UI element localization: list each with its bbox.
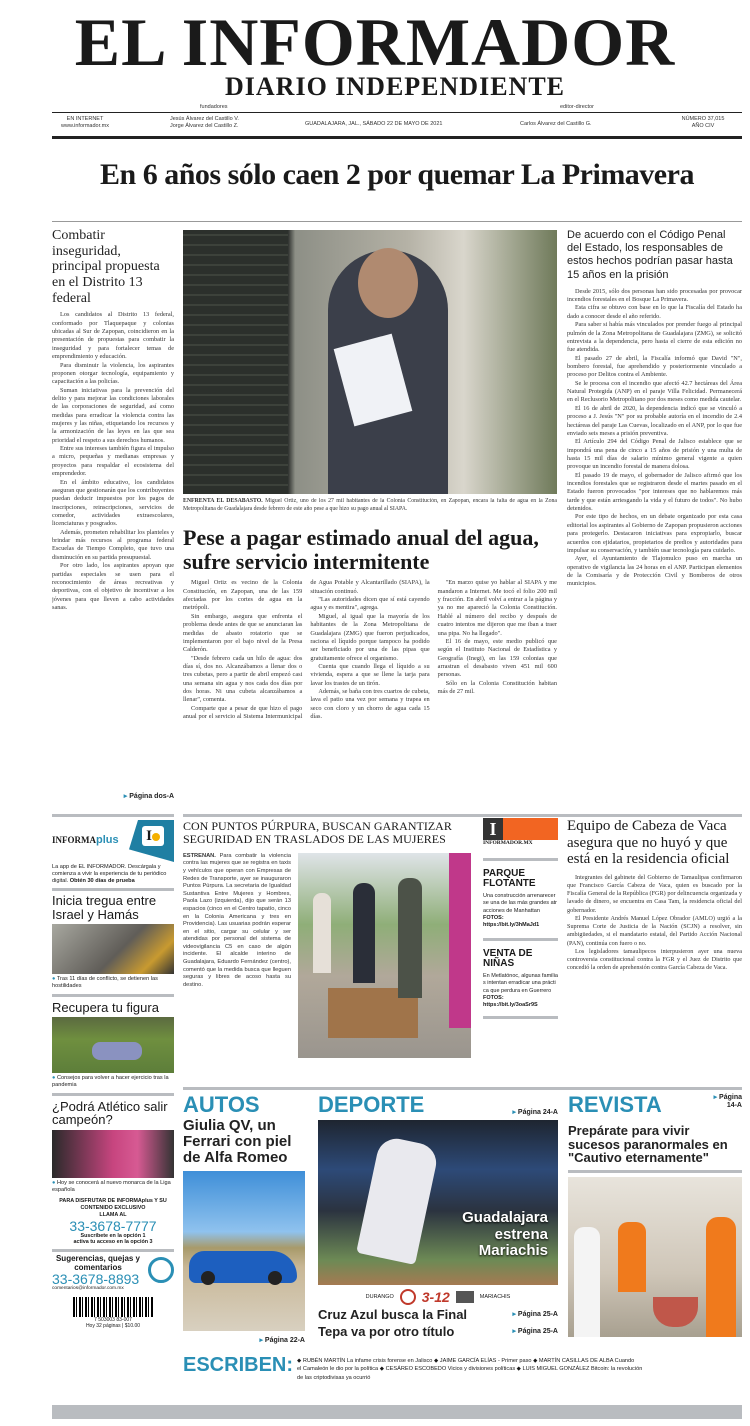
- website-link[interactable]: www.informador.mx: [61, 122, 109, 129]
- atletico-photo: [52, 1130, 174, 1178]
- barcode: [73, 1297, 153, 1317]
- informaplus-logo-mark: I: [146, 828, 152, 844]
- parque-link[interactable]: https://bit.ly/3hMaJd1: [483, 922, 540, 929]
- issue-number: NÚMERO 37,015 AÑO CIV: [681, 116, 725, 129]
- cruz-azul-headline[interactable]: Cruz Azul busca la Final: [318, 1307, 468, 1322]
- water-story-body: Miguel Ortiz es vecino de la Colonia Constitución, en Zapopan, una de las 159 afectadas por los cortes de agua en la metrópoli. Sin embargo, asegura que enfrenta el problema desde antes de que se anunciaran las medidas de abasto rotatorio que se implementaron por el bajo nivel de la Presa Calderón. "Desde febrero cada un hilo de agua: dos días sí, dos no. Alcanzábamos a llenar dos o tres cubetas, pero a partir de abril empezó casi una semana sin agua y nos cada dos días por dos horas. Ni una cubeta alcanzábamos a llenar", comenta. Comparte que a pesar de que hizo el pago anual por el servicio al Sistema Intermunicipal de Agua Potable y Alcantarillado (SIAPA), la situación continuó. "Las autoridades dicen que sí está cayendo agua y es mentira", agrega. Miguel, al igual que la mayoría de los habitantes de la Zona Metropolitana de Guadalajara (ZMG) que fueron perjudicados, raciona el líquido porque tampoco ha podido ser beneficiado por una de las pipas que gratuitamente ofrece el organismo. Cuenta que cuando llega el líquido a su vivienda, espera a que se llene la tarja para lavar los trastes de un tirón. Además, se baña con tres cuartos de cubeta, lava el patio una vez por semana y trapea en seco con cloro y un chorro de agua cada 15 días. "En marzo quise yo hablar al SIAPA y me mandaron a Internet. Me tocó el folio 200 mil y fracción. En abril volví a entrar a la página y ya no me apareció la Colonia Constitución. Hablé al número del recibo y después de cuatro intentos me dijeron que me iban a traer una pipa. No ha llegado". El 16 de mayo, este medio publicó que según el Instituto Nacional de Estadística y Geografía (Inegi), en las 159 colonias que arrastran el desabasto viven 451 mil 600 personas. Sólo en la Colonia Constitución habitan más de 27 mil.: [183, 579, 557, 721]
- informaplus-item-caption: ● Consejos para volver a hacer ejercicio tras la pandemia: [52, 1075, 169, 1088]
- price: Hoy 32 páginas | $10.00: [85, 1322, 141, 1329]
- informaplus-item-title[interactable]: Inicia tregua entre Israel y Hamás: [52, 892, 157, 922]
- durango-logo: [400, 1289, 416, 1305]
- founders: Jesús Álvarez del Castillo V. Jorge Álvarez del Castillo Z.: [170, 116, 239, 129]
- autos-section: [183, 1094, 305, 1344]
- revista-label[interactable]: REVISTA: [568, 1092, 662, 1117]
- suggestions-box: Sugerencias, quejas y comentarios 33-3678-8893 comentarios@informador.com.mx: [52, 1255, 174, 1292]
- informaplus-text: La app de EL INFORMADOR. Descárgala y comienza a vivir la experiencia de tu periódico digital. Obtén 30 días de prueba: [52, 864, 167, 884]
- founders-label: fundadores: [200, 104, 228, 110]
- venta-link[interactable]: https://bit.ly/3oaSr9S: [483, 1002, 538, 1009]
- internet-info: EN INTERNET www.informador.mx: [55, 116, 115, 129]
- informaplus-item-title[interactable]: Recupera tu figura: [52, 999, 159, 1015]
- baseball-photo-title: Guadalajara estrena Mariachis: [462, 1209, 548, 1259]
- left-story: [52, 228, 174, 800]
- phone-icon: [148, 1257, 174, 1283]
- revista-page-link[interactable]: ▸ Página 14-A: [710, 1094, 742, 1109]
- page-link[interactable]: ▸ Página dos-A: [52, 793, 174, 800]
- vaca-story-body: Integrantes del gabinete del Gobierno de Tamaulipas confirmaron que Francisco García Cabeza de Vaca, quien es buscado por la Fiscalía General de la República (FGR) por delincuencia organizada y lavado de dinero, se encuentra en Casa Tam, la residencia oficial del gobernador. El Presidente Andrés Manuel López Obrador (AMLO) urgió a la Suprema Corte de Justicia de la Nación (SCJN) a resolver, sin ambigüedades, si el mandatario estatal, del Partido Acción Nacional (PAN), continúa con fuero o no. Los legisladores tamaulipecos interpusieron ayer una nueva controversia constitucional contra la FGR y el Juez de Distrito que concedió la orden de aprehensión contra García Cabeza de Vaca.: [567, 873, 742, 972]
- informador-mx-logo: I: [483, 818, 558, 840]
- informaplus-item-caption: ● Hoy se conocerá al nuevo monarca de la Liga española: [52, 1179, 171, 1193]
- phone-number[interactable]: 33-3678-7777: [69, 1217, 157, 1234]
- purple-story: [183, 820, 471, 1058]
- escriben-label: ESCRIBEN:: [183, 1354, 294, 1376]
- scoreboard: DURANGO 3-12 MARIACHIS: [365, 1289, 511, 1305]
- newspaper-subtitle: DIARIO INDEPENDIENTE: [225, 72, 565, 101]
- informaplus-column: [52, 820, 174, 1329]
- photo-caption: ENFRENTA EL DESABASTO. Miguel Ortiz, uno de los 27 mil habitantes de la Colonia Constitución, en Zapopan, encara la falta de agua en la Zona Metropolitana de Guadalajara desde febrero de este año pese a que hizo su pago anual al SIAPA.: [183, 498, 557, 512]
- water-story: [183, 526, 557, 779]
- purple-point-photo: [298, 853, 471, 1058]
- escriben-bar: [183, 1355, 742, 1382]
- suggestions-phone[interactable]: 33-3678-8893: [52, 1270, 140, 1287]
- right-story: [567, 229, 742, 803]
- mariachis-logo: [456, 1291, 474, 1303]
- autos-title[interactable]: Giulia QV, un Ferrari con piel de Alfa Romeo: [183, 1117, 292, 1166]
- purple-story-body: ESTRENAN. Para combatir la violencia contra las mujeres que se registra en taxis y vehículos que operan con Empresas de Redes de Transporte, ayer se inauguraron Puntos Púrpura. La secretaria de Igualdad Sustantiva Entre Mujeres y Hombres, Paola Lazo (izquierda), dijo que serán 13 espacios (cinco en el Centro tapatío, cinco en la Colonia Americana y tres en Providencia). Las usuarias podrán esperar en el sitio, cargar su celular y ser atendidas por personal del sistema de videovigilancia C5 en caso de algún incidente. El alcalde interino de Guadalajara, Eduardo Fernández (centro), comentó que la medida busca que lleguen seguras y libres de acoso hasta su destino.: [183, 852, 291, 988]
- newspaper-title: EL INFORMADOR: [74, 4, 676, 80]
- footer-bar: [52, 1405, 742, 1419]
- left-story-body: Los candidatos al Distrito 13 federal, conformado por Tlaquepaque y colonias ubicadas al Sur de Zapopan, coincidieron en la presentación de propuestas para combatir la inseguridad y para fortalecer temas de emprendimiento y educación. Para disminuir la violencia, los aspirantes proponen otorgar tecnología, equipamiento y capacitación a las policías. Suman iniciativas para la prevención del delito y para mejorar las condiciones laborales de las corporaciones de seguridad, así como medidas para erradicar la violencia contra las mujeres y las niñas, etiquetando los recursos y la armonización de las leyes en las que sea prioridad el respeto a sus derechos humanos. Entre sus intereses también figura el impulso a micro, pequeñas y medianas empresas y proyectos para respaldar el ecosistema del emprendedor. En el ámbito educativo, los candidatos aseguran que gestionarán que los contribuyentes puedan deducir impuestos por los pagos de inscripciones, reinscripciones, servicios de comedor, actividades extraescolares, licenciaturas y posgrados. Además, prometen rehabilitar los planteles y brindar más recursos al programa federal Escuelas de Tiempo Completo, que tuvo una disminución en su partida presupuestal. Por otro lado, los aspirantes apoyan que partidas especiales se usen para el reconocimiento de áreas recreativas y deportivas, con el objetivo de incentivar a los jóvenes para que lleven a cabo actividades sanas.: [52, 311, 174, 611]
- deporte-section: [318, 1094, 558, 1338]
- main-headline: En 6 años sólo caen 2 por quemar La Primavera: [100, 158, 694, 191]
- main-photo: [183, 230, 557, 494]
- vaca-story: [567, 818, 742, 1059]
- contact-email[interactable]: comentarios@informador.com.mx: [52, 1285, 124, 1291]
- columnists-line[interactable]: el Camaleón le dio por la política ◆ CESÁREO ESCOBEDO Vicios y divisiones políticas ◆ LUIS MIGUEL GONZÁLEZ Bitcoin: la revolución: [297, 1366, 643, 1373]
- columnists-line[interactable]: ◆ RUBÉN MARTÍN La infame crisis forense en Jalisco ◆ JAIME GARCÍA ELÍAS - Primer paso ◆ MARTÍN CASILLAS DE ALBA Cuando: [297, 1358, 635, 1364]
- israel-photo: [52, 924, 174, 974]
- venta-ninas-title[interactable]: VENTA DE NIÑAS: [483, 947, 533, 970]
- deporte-page-link[interactable]: ▸ Página 24-A: [512, 1109, 558, 1116]
- revista-section: [568, 1094, 742, 1337]
- informaplus-item-title[interactable]: ¿Podrá Atlético salir campeón?: [52, 1098, 168, 1128]
- exercise-photo: [52, 1017, 174, 1073]
- revista-title[interactable]: Prepárate para vivir sucesos paranormales en "Cautivo eternamente": [568, 1123, 728, 1166]
- dateline: GUADALAJARA, JAL., SÁBADO 22 DE MAYO DE 2021: [305, 121, 443, 127]
- informaplus-item-caption: ● Tras 11 días de conflicto, se detienen las hostilidades: [52, 976, 158, 989]
- right-story-deck: De acuerdo con el Código Penal del Estado, los responsables de estos hechos podrían pasar hasta 15 años en la prisión: [567, 229, 733, 281]
- right-story-body: Desde 2015, sólo dos personas han sido procesadas por provocar incendios forestales en el Bosque La Primavera. Esta cifra se obtuvo con base en lo que la Fiscalía del Estado ha dado a conocer desde el año referido. Para saber si había más vinculados por prender fuego al principal pulmón de la Zona Metropolitana de Guadalajara (ZMG), se solicitó entrevista a la dependencia, pero hasta el cierre de esta edición no fue atendida. El pasado 27 de abril, la Fiscalía informó que David "N", bombero forestal, fue aprehendido y posteriormente vinculado a proceso por Delitos contra el Ambiente. Se le procesa con el incendio que afectó 42.7 hectáreas del Área Natural Protegida (ANP) en el paraje Villa Felicidad. Permanecerá en el Reclusorio Metropolitano por dos meses como medida cautelar. El 16 de abril de 2020, la dependencia indicó que se vinculó a proceso a J. Jesús "N" por su probable autoría en el incendio de 2.4 hectáreas del paraje Las Cuevas, localizado en el ANP, por lo que fue enviado seis meses a prisión preventiva. El Artículo 294 del Código Penal de Jalisco establece que se impondrá una pena de cinco a 15 años de prisión y una multa de hasta 15 mil días de salario mínimo general vigente a quien provoque un incendio forestal de manera dolosa. El pasado 19 de mayo, el gobernador de Jalisco afirmó que los incendios forestales que se registraron desde el martes pasado en el Estado fueron provocados "por intereses que no hablaremos más tarde y que están arriesgando la vida y el futuro de todos". No hubo detenidos. Por este tipo de hechos, en un debate organizado por esta casa editorial los aspirantes al Gobierno de Zapopan propusieron acciones para protegerlo. Destacaron iniciativas para expropiarlo, buscar acuerdos con ejidatarios, propietarios de predios y autoridades para impulsar su conservación, y también usar tecnología para cuidarlo. Ayer, el Ayuntamiento de Tlajomulco puso en marcha un operativo de vigilancia las 24 horas en el ANP. Participan elementos de la Comisaría y de Protección Civil y Bomberos de otros municipios.: [567, 287, 742, 588]
- left-story-title: Combatir inseguridad, principal propuesta en el Distrito 13 federal: [52, 228, 160, 306]
- baseball-photo: [318, 1120, 558, 1285]
- car-photo: [183, 1171, 305, 1331]
- revista-photo: [568, 1177, 742, 1337]
- purple-story-title: CON PUNTOS PÚRPURA, BUSCAN GARANTIZAR SEGURIDAD EN TRASLADOS DE LAS MUJERES: [183, 819, 452, 847]
- informador-mx-column: I INFORMADOR.MX PARQUE FLOTANTE Una construcción arrenarecer se una de las más grandes atracciones de Manhattan FOTOS: https://bit.ly/3hMaJd1 VENTA DE NIÑAS En Metlatónoc, algunas familias intentan erradicar una práctica que perdura en Guerrero FOTOS: https://bit.ly/3oaSr9S: [483, 818, 558, 1025]
- page-link[interactable]: ▸ Página 25-A: [512, 1328, 558, 1335]
- subscription-promo: PARA DISFRUTAR DE INFORMAplus Y SU CONTENIDO EXCLUSIVO LLAMA AL 33-3678-7777 Suscríbete en la opción 1 activa tu acceso en la opción 3: [52, 1198, 174, 1246]
- director: Carlos Álvarez del Castillo G.: [520, 121, 592, 127]
- informaplus-logo: INFORMAplus I: [52, 820, 174, 860]
- autos-label[interactable]: AUTOS: [183, 1092, 260, 1117]
- water-story-title: Pese a pagar estimado anual del agua, sufre servicio intermitente: [183, 525, 539, 575]
- columnists-line[interactable]: de las criptodivisas ya ocurrió: [297, 1374, 371, 1381]
- parque-flotante-title[interactable]: PARQUE FLOTANTE: [483, 867, 536, 890]
- autos-page-link[interactable]: ▸ Página 22-A: [183, 1337, 305, 1344]
- page-link[interactable]: ▸ Página 25-A: [512, 1311, 558, 1318]
- director-label: editor-director: [560, 104, 594, 110]
- barcode-digits: 7 503003 83-007: [94, 1316, 132, 1323]
- tepa-headline[interactable]: Tepa va por otro título: [318, 1323, 455, 1339]
- vaca-story-title: Equipo de Cabeza de Vaca asegura que no huyó y que está en la residencia oficial: [567, 818, 730, 867]
- deporte-label[interactable]: DEPORTE: [318, 1092, 425, 1117]
